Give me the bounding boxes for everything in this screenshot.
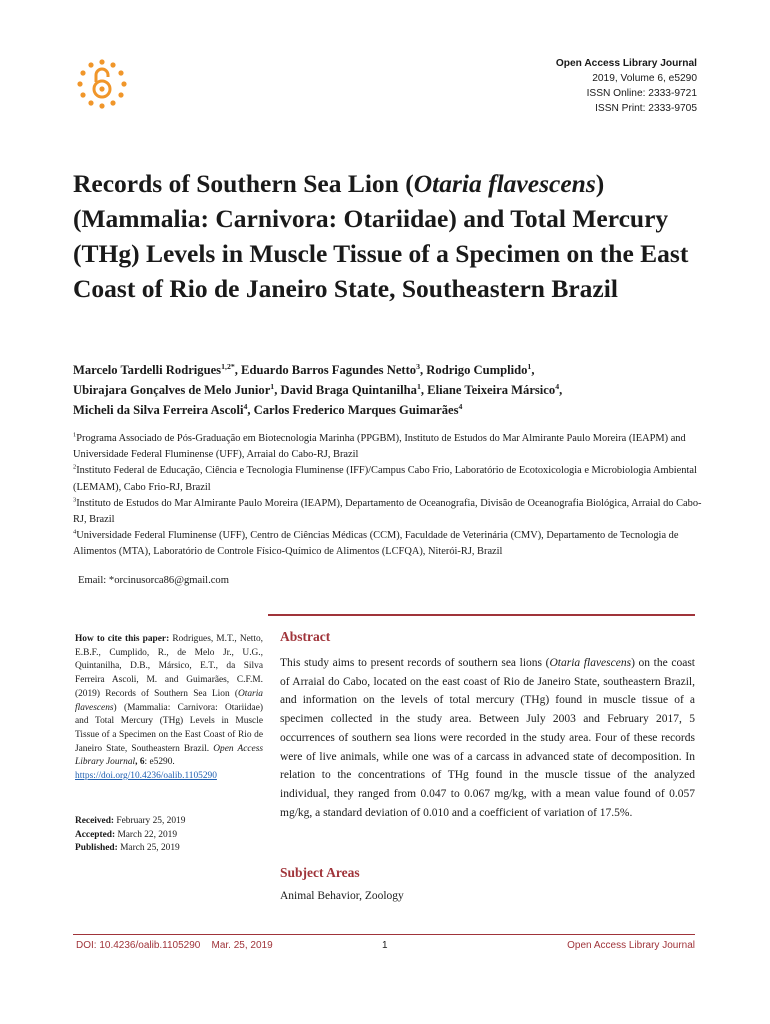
author: Marcelo Tardelli Rodrigues$^{1,2*}$, [73,361,242,377]
author: Ubirajara Gonçalves de Melo Junior$^1$, [73,381,281,397]
author: Eduardo Barros Fagundes Netto$^3$, [241,361,427,377]
affiliation-item: $^1$Programa Associado de Pós-Graduação em Biotecnologia Marinha (PPGBM), Instituto de Estudos do Mar Almirante Paulo Moreira (IEAPM) and Universidade Federal Fluminense (UFF), Arraial do Cabo-RJ, Brazil [73,431,686,461]
affiliation-list [73,431,713,561]
abstract-heading: Abstract [280,629,331,644]
author: Carlos Frederico Marques Guimarães$^4$ [253,401,463,417]
affiliation-item: $^3$Instituto de Estudos do Mar Almirante Paulo Moreira (IEAPM), Departamento de Oceanografia, Divisão de Oceanografia Biológica, Arraial do Cabo-RJ, Brazil [73,496,702,526]
issn-print: ISSN Print: 2333-9705 [595,103,697,114]
footer-journal: Open Access Library Journal [567,940,695,951]
footer-divider [73,934,695,935]
page-number: 1 [382,940,388,951]
author: Eliane Teixeira Mársico$^4$, [427,381,563,397]
journal-volume: 2019, Volume 6, e5290 [592,73,697,84]
author: Micheli da Silva Ferreira Ascoli$^4$, [73,401,254,417]
journal-name: Open Access Library Journal [555,58,697,69]
open-access-lock-logo-icon [76,58,128,110]
paper-title: Records of Southern Sea Lion (Otaria flavescens) (Mammalia: Carnivora: Otariidae) and Total Mercury (THg) Levels in Muscle Tissue of a Specimen on the East Coast of Rio de Janeiro State, Southeastern Brazil [73,169,689,303]
affiliation-item: $^2$Instituto Federal de Educação, Ciência e Tecnologia Fluminense (IFF)/Campus Cabo Frio, Laboratório de Ecotoxicologia e Microbiologia Ambiental (LEMAM), Cabo Frio-RJ, Brazil [73,463,697,493]
how-to-cite: How to cite this paper: Rodrigues, M.T., Netto, E.B.F., Cumplido, R., de Melo Jr., U.G., Quintanilha, D.B., Mársico, E.T., da Silva Ferreira Ascoli, M. and Guimarães, C.F.M. (2019) Records of Southern Sea Lion (Otaria flavescens) (Mammalia: Carnivora: Otariidae) and Total Mercury (THg) Levels in Muscle Tissue of a Specimen on the East Coast of Rio de Janeiro State, Southeastern Brazil. Open Access Library Journal, 6: e5290. https://doi.org/10.4236/oalib.1105290 [75,634,263,782]
affiliation-item: $^4$Universidade Federal Fluminense (UFF), Centro de Ciências Médicas (CCM), Faculdade de Veterinária (CMV), Departamento de Tecnologia de Alimentos (MTA), Laboratório de Controle Físico-Químico de Alimentos (LCFQA), Niterói-RJ, Brazil [73,528,679,558]
author-list [73,360,713,420]
abstract-body: This study aims to present records of southern sea lions (Otaria flavescens) on the coast of Arraial do Cabo, located on the east coast of Rio de Janeiro State, southeastern Brazil, and information on the levels of total mercury (THg) found in muscle tissue of a specimen collected in the study area. Between July 2003 and February 2017, 5 occurrences of southern sea lions were recorded in the study area. Four of these records were of live animals, while one was of a carcass in advanced state of decomposition. In relation to the concentrations of THg found in the muscle tissue of the analyzed individual, they ranged from 0.047 to 0.067 mg/kg, with a mean value found of 0.057 mg/kg, a standard deviation of 0.010 and a coefficient of variation of 17.5%. [280,657,695,819]
abstract-divider [268,614,695,616]
issn-online: ISSN Online: 2333-9721 [586,88,697,99]
corresponding-email: Email: *orcinusorca86@gmail.com [78,575,229,586]
subject-areas-text: Animal Behavior, Zoology [280,890,404,902]
received-date: Received: February 25, 2019 [75,816,186,826]
journal-info [556,56,697,116]
footer-doi-date: DOI: 10.4236/oalib.1105290 Mar. 25, 2019 [76,940,273,951]
accepted-date: Accepted: March 22, 2019 [75,829,178,840]
published-date: Published: March 25, 2019 [75,843,180,854]
doi-link[interactable]: https://doi.org/10.4236/oalib.1105290 [75,771,217,782]
subject-areas-heading: Subject Areas [280,865,360,880]
publication-dates [75,815,263,856]
author: David Braga Quintanilha$^1$, [280,381,428,397]
author: Rodrigo Cumplido$^1$, [426,361,535,377]
